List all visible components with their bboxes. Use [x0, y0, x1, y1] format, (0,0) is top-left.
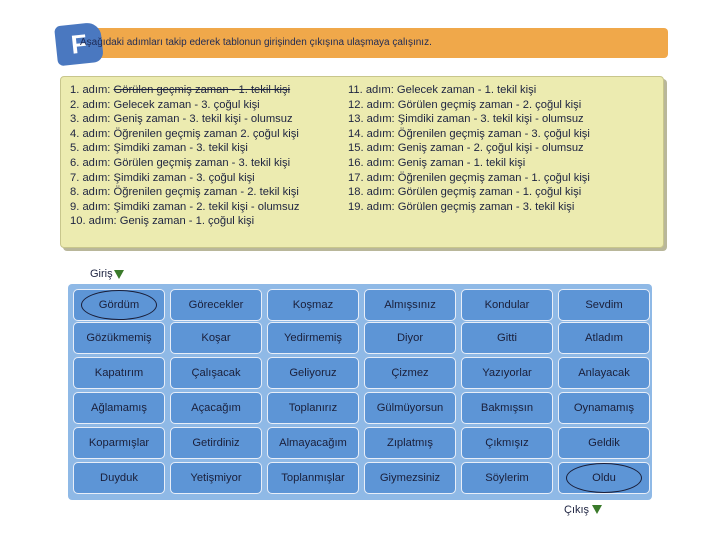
step-text: Görülen geçmiş zaman - 2. çoğul kişi — [397, 98, 582, 111]
step-item — [348, 156, 590, 171]
step-text: Öğrenilen geçmiş zaman - 1. çoğul kişi — [397, 171, 590, 184]
step-item — [348, 141, 590, 156]
maze-cell[interactable]: Gördüm — [73, 289, 165, 321]
maze-cell[interactable]: Koşmaz — [267, 289, 359, 321]
step-text: Şimdiki zaman - 3. çoğul kişi — [113, 171, 255, 184]
steps-left-column — [70, 83, 299, 229]
maze-cell[interactable]: Ağlamamış — [73, 392, 165, 424]
step-item — [348, 98, 590, 113]
maze-cell[interactable]: Görecekler — [170, 289, 262, 321]
step-number: 10. adım: — [70, 215, 117, 228]
maze-cell[interactable]: Toplanırız — [267, 392, 359, 424]
maze-cell[interactable]: Çalışacak — [170, 357, 262, 389]
step-item — [70, 141, 299, 156]
step-text: Görülen geçmiş zaman - 1. tekil kişi — [113, 84, 291, 96]
maze-cell[interactable]: Oynamamış — [558, 392, 650, 424]
step-number: 2. adım: — [70, 98, 111, 111]
maze-cell[interactable]: Açacağım — [170, 392, 262, 424]
maze-cell[interactable]: Çizmez — [364, 357, 456, 389]
maze-cell[interactable]: Kondular — [461, 289, 553, 321]
step-item — [70, 127, 299, 142]
step-text: Şimdiki zaman - 3. tekil kişi - olumsuz — [397, 113, 584, 126]
step-text: Görülen geçmiş zaman - 1. çoğul kişi — [397, 186, 582, 199]
step-item — [70, 214, 299, 229]
step-text: Şimdiki zaman - 3. tekil kişi — [113, 142, 248, 155]
maze-cell[interactable]: Yazıyorlar — [461, 357, 553, 389]
maze-cell[interactable]: Koparmışlar — [73, 427, 165, 459]
maze-cell[interactable]: Zıplatmış — [364, 427, 456, 459]
instruction-text: Aşağıdaki adımları takip ederek tablonun girişinden çıkışına ulaşmaya çalışınız. — [80, 37, 432, 48]
step-number: 19. adım: — [348, 200, 395, 213]
step-number: 8. adım: — [70, 186, 111, 199]
step-number: 11. adım: — [348, 84, 394, 96]
maze-cell[interactable]: Sevdim — [558, 289, 650, 321]
step-item — [348, 200, 590, 215]
step-item — [70, 112, 299, 127]
step-text: Gelecek zaman - 1. tekil kişi — [396, 84, 537, 96]
step-item — [348, 127, 590, 142]
step-item — [70, 171, 299, 186]
maze-cell[interactable]: Gülmüyorsun — [364, 392, 456, 424]
maze-cell[interactable]: Çıkmışız — [461, 427, 553, 459]
maze-cell[interactable]: Gözükmemiş — [73, 322, 165, 354]
step-text: Öğrenilen geçmiş zaman - 2. tekil kişi — [113, 186, 299, 199]
step-item — [70, 83, 299, 98]
step-number: 1. adım: — [70, 84, 111, 96]
step-number: 15. adım: — [348, 142, 395, 155]
step-number: 17. adım: — [348, 171, 395, 184]
maze-cell[interactable]: Toplanmışlar — [267, 462, 359, 494]
maze-cell[interactable]: Duyduk — [73, 462, 165, 494]
step-item — [348, 185, 590, 200]
entry-label: Giriş — [90, 268, 113, 280]
step-item — [70, 185, 299, 200]
step-number: 4. adım: — [70, 127, 111, 140]
maze-cell[interactable]: Oldu — [558, 462, 650, 494]
maze-cell[interactable]: Almayacağım — [267, 427, 359, 459]
exit-label: Çıkış — [564, 504, 590, 516]
step-number: 9. adım: — [70, 200, 111, 213]
step-text: Gelecek zaman - 3. çoğul kişi — [113, 98, 260, 111]
step-item — [70, 200, 299, 215]
maze-cell[interactable]: Bakmışsın — [461, 392, 553, 424]
maze-cell[interactable]: Yetişmiyor — [170, 462, 262, 494]
step-number: 12. adım: — [348, 98, 395, 111]
step-item — [70, 98, 299, 113]
maze-cell[interactable]: Almışsınız — [364, 289, 456, 321]
step-number: 14. adım: — [348, 127, 395, 140]
maze-cell[interactable]: Gitti — [461, 322, 553, 354]
maze-cell[interactable]: Kapatırım — [73, 357, 165, 389]
maze-cell[interactable]: Koşar — [170, 322, 262, 354]
step-text: Geniş zaman - 3. tekil kişi - olumsuz — [113, 113, 293, 126]
entry-arrow-icon — [114, 270, 124, 279]
step-item — [348, 112, 590, 127]
step-text: Görülen geçmiş zaman - 3. tekil kişi — [113, 156, 291, 169]
step-text: Geniş zaman - 1. çoğul kişi — [119, 215, 255, 228]
maze-cell[interactable]: Yedirmemiş — [267, 322, 359, 354]
step-number: 18. adım: — [348, 186, 395, 199]
step-number: 6. adım: — [70, 156, 111, 169]
maze-cell[interactable]: Giymezsiniz — [364, 462, 456, 494]
exit-arrow-icon — [592, 505, 602, 514]
step-text: Şimdiki zaman - 2. tekil kişi - olumsuz — [113, 200, 300, 213]
step-number: 3. adım: — [70, 113, 111, 126]
maze-cell[interactable]: Atladım — [558, 322, 650, 354]
maze-cell[interactable]: Geldik — [558, 427, 650, 459]
step-number: 7. adım: — [70, 171, 111, 184]
maze-cell[interactable]: Getirdiniz — [170, 427, 262, 459]
step-item — [348, 171, 590, 186]
maze-cell[interactable]: Diyor — [364, 322, 456, 354]
step-text: Geniş zaman - 1. tekil kişi — [397, 156, 526, 169]
step-item — [70, 156, 299, 171]
steps-right-column — [348, 83, 590, 214]
step-item — [348, 83, 590, 98]
maze-cell[interactable]: Anlayacak — [558, 357, 650, 389]
step-text: Görülen geçmiş zaman - 3. tekil kişi — [397, 200, 575, 213]
maze-cell[interactable]: Söylerim — [461, 462, 553, 494]
step-number: 16. adım: — [348, 156, 395, 169]
step-text: Geniş zaman - 2. çoğul kişi - olumsuz — [397, 142, 584, 155]
maze-cell[interactable]: Geliyoruz — [267, 357, 359, 389]
step-text: Öğrenilen geçmiş zaman - 3. çoğul kişi — [397, 127, 590, 140]
step-text: Öğrenilen geçmiş zaman 2. çoğul kişi — [113, 127, 299, 140]
section-badge: F — [54, 22, 104, 67]
step-number: 5. adım: — [70, 142, 111, 155]
step-number: 13. adım: — [348, 113, 395, 126]
